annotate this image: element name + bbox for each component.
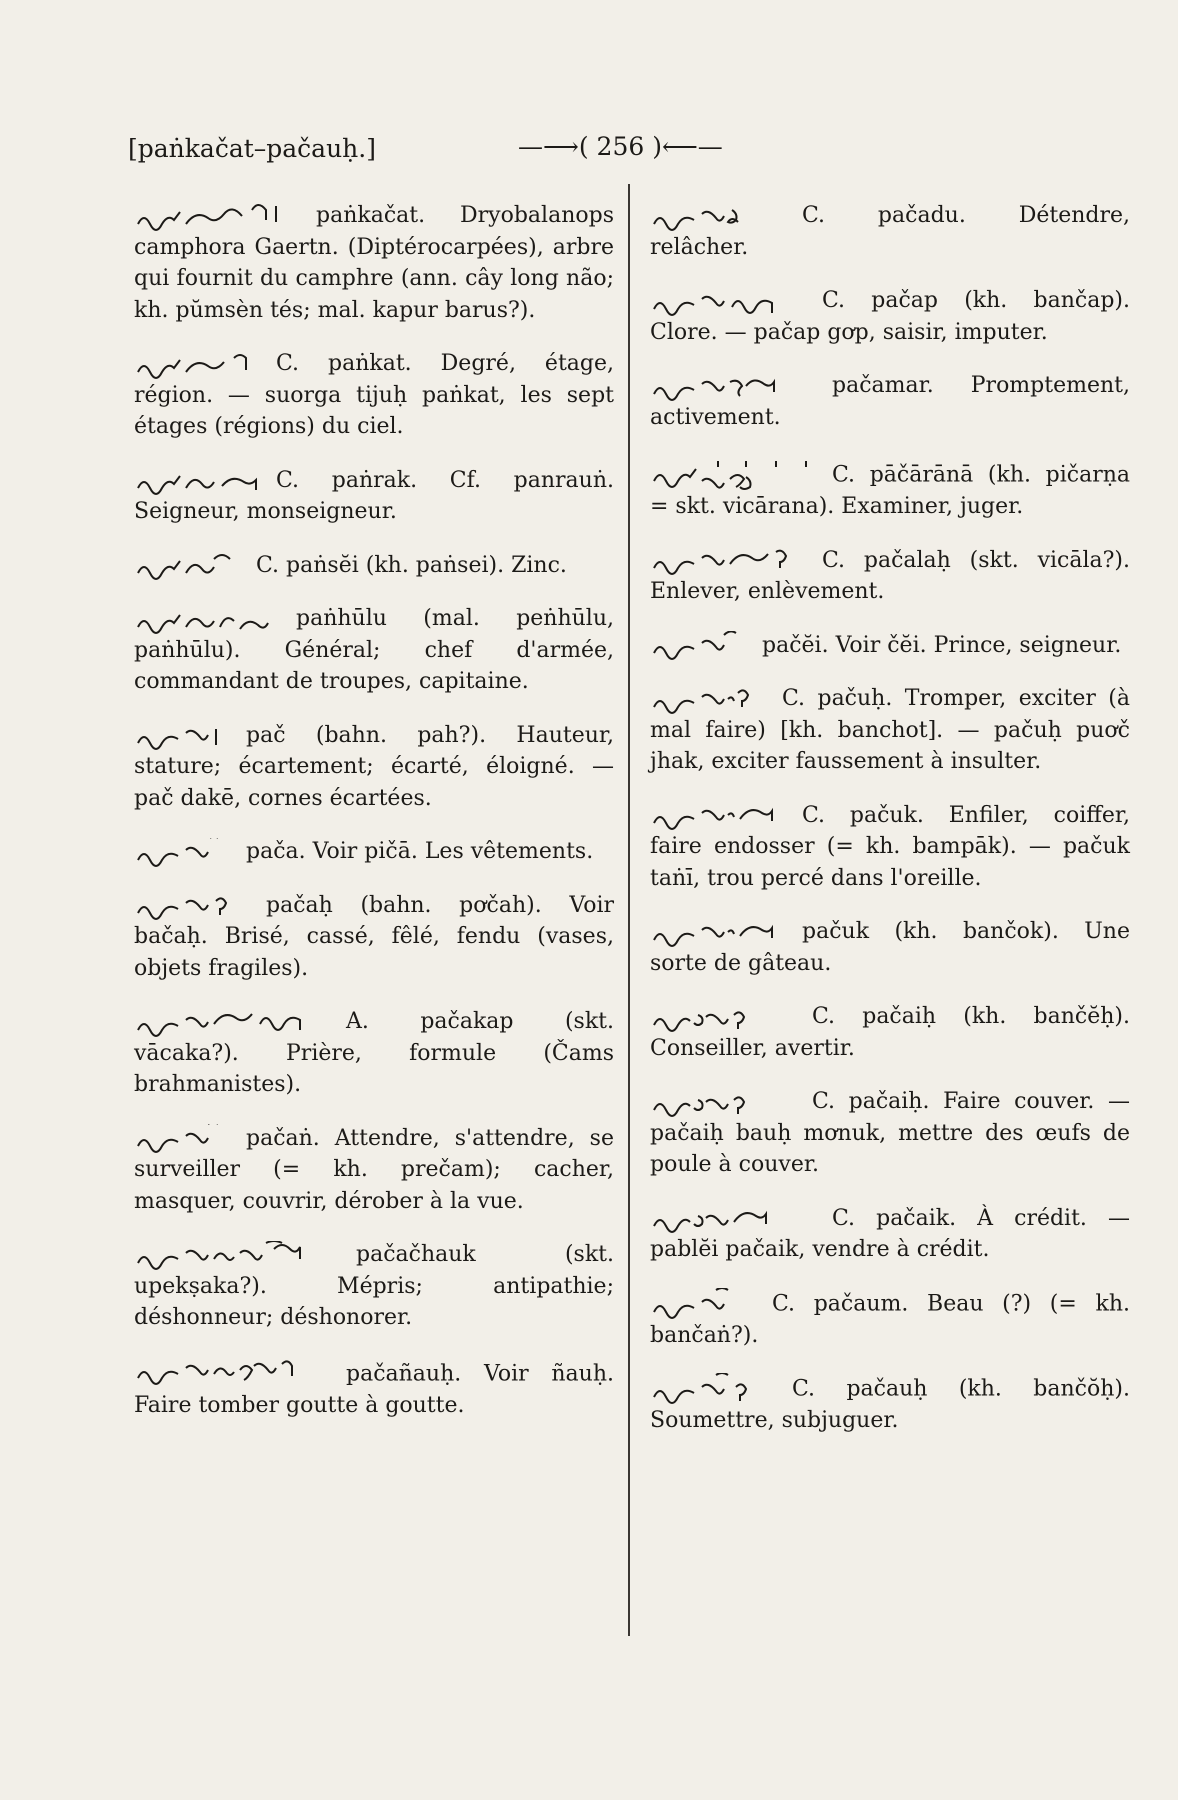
entry-text: C. pāčārānā (kh. pičarṇa = skt. vicārana). Examiner, juger. bbox=[650, 462, 1130, 519]
dictionary-entry bbox=[650, 630, 1130, 662]
dictionary-entry bbox=[650, 200, 1130, 263]
entry-text: pačaḥ (bahn. pơčah). Voir bačaḥ. Brisé, cassé, fêlé, fendu (vases, objets fragiles). bbox=[134, 892, 614, 981]
entry-text: C. pačuk. Enfiler, coiffer, faire endosser (= kh. bampāk). — pačuk taṅī, trou percé dans l'oreille. bbox=[650, 802, 1130, 891]
entry-text: pačačhauk (skt. upekṣaka?). Mépris; antipathie; déshonneur; déshonorer. bbox=[134, 1242, 614, 1330]
dictionary-entry bbox=[134, 1239, 614, 1334]
cham-script-glyph bbox=[134, 468, 264, 496]
entry-text: paṅhūlu (mal. peṅhūlu, paṅhūlu). Général; chef d'armée, commandant de troupes, capitaine. bbox=[134, 606, 614, 694]
header-entry-range: [paṅkačat–pačauḥ.] bbox=[128, 134, 376, 163]
entry-text: A. pačakap (skt. vācaka?). Prière, formule (Čams brahmanistes). bbox=[134, 1009, 614, 1097]
dictionary-entry bbox=[650, 545, 1130, 608]
cham-script-glyph bbox=[134, 1010, 334, 1038]
entry-text: C. pačalaḥ (skt. vicāla?). Enlever, enlèvement. bbox=[650, 547, 1130, 604]
entry-text: paṅkačat. Dryobalanops camphora Gaertn. (Diptérocarpées), arbre qui fournit du camphre (ann. cây long não; kh. pŭmsèn tés; mal. kapur barus?). bbox=[134, 203, 614, 323]
cham-script-glyph bbox=[134, 838, 234, 868]
dictionary-entry bbox=[134, 348, 614, 443]
cham-script-glyph bbox=[650, 1206, 820, 1234]
page-number: —⟶( 256 )⟵— bbox=[518, 132, 723, 161]
cham-script-glyph bbox=[650, 455, 820, 491]
cham-script-glyph bbox=[650, 374, 820, 402]
entry-text: C. pačadu. Détendre, relâcher. bbox=[650, 203, 1130, 260]
cham-script-glyph bbox=[650, 1088, 800, 1118]
dictionary-entry bbox=[134, 1123, 614, 1218]
cham-script-glyph bbox=[650, 803, 790, 831]
cham-script-glyph bbox=[650, 685, 770, 715]
dictionary-entry bbox=[134, 1006, 614, 1101]
dictionary-entry bbox=[650, 683, 1130, 778]
cham-script-glyph bbox=[650, 548, 810, 576]
cham-script-glyph bbox=[650, 631, 750, 661]
cham-script-glyph bbox=[650, 1003, 800, 1033]
cham-script-glyph bbox=[134, 1241, 344, 1271]
cham-script-glyph bbox=[650, 920, 790, 948]
dictionary-entry bbox=[134, 550, 614, 582]
cham-script-glyph bbox=[134, 891, 254, 921]
entry-text: C. paṅkat. Degré, étage, région. — suorga tijuḥ paṅkat, les sept étages (régions) du ciel. bbox=[134, 351, 614, 439]
cham-script-glyph bbox=[134, 352, 264, 380]
entry-text: pačañauḥ. Voir ñauḥ. Faire tomber goutte à goutte. bbox=[134, 1361, 614, 1418]
dictionary-entry bbox=[650, 1288, 1130, 1352]
page-header bbox=[128, 128, 1068, 174]
dictionary-entry bbox=[650, 1086, 1130, 1181]
right-column bbox=[650, 200, 1130, 1459]
entry-text: pačaṅ. Attendre, s'attendre, se surveiller (= kh. prečam); cacher, masquer, couvrir, dérober à la vue. bbox=[134, 1125, 614, 1214]
entry-text: C. pačaum. Beau (?) (= kh. bančaṅ?). bbox=[650, 1291, 1130, 1348]
cham-script-glyph bbox=[650, 1373, 780, 1405]
dictionary-entry bbox=[650, 455, 1130, 523]
entry-text: C. pačaiḥ. Faire couver. — pačaiḥ bauḥ mơnuk, mettre des œufs de poule à couver. bbox=[650, 1089, 1130, 1177]
dictionary-entry bbox=[134, 836, 614, 868]
cham-script-glyph bbox=[650, 289, 810, 317]
entry-text: C. paṅsĕi (kh. paṅsei). Zinc. bbox=[256, 552, 567, 578]
entry-text: pačĕi. Voir čĕi. Prince, seigneur. bbox=[762, 632, 1122, 658]
dictionary-entry bbox=[650, 370, 1130, 433]
dictionary-entry bbox=[650, 285, 1130, 348]
entry-text: pača. Voir pičā. Les vêtements. bbox=[246, 839, 594, 864]
entry-text: C. pačauḥ (kh. bančŏḥ). Soumettre, subjuguer. bbox=[650, 1376, 1130, 1433]
dictionary-entry bbox=[650, 800, 1130, 895]
dictionary-entry bbox=[134, 890, 614, 985]
left-column bbox=[134, 200, 614, 1443]
entry-text: C. pačuḥ. Tromper, exciter (à mal faire) [kh. banchot]. — pačuḥ puơč jhak, exciter faussement à insulter. bbox=[650, 686, 1130, 774]
entry-text: C. pačaiḥ (kh. bančĕḥ). Conseiller, avertir. bbox=[650, 1004, 1130, 1061]
entry-text: C. pačap (kh. bančap). Clore. — pačap gơp, saisir, imputer. bbox=[650, 288, 1130, 345]
cham-script-glyph bbox=[134, 723, 234, 751]
dictionary-entry bbox=[650, 1001, 1130, 1064]
entry-text: pačuk (kh. bančok). Une sorte de gâteau. bbox=[650, 919, 1130, 976]
cham-script-glyph bbox=[134, 1124, 234, 1154]
dictionary-entry bbox=[134, 1356, 614, 1422]
entry-text: C. paṅrak. Cf. panrauṅ. Seigneur, monseigneur. bbox=[134, 467, 614, 524]
dictionary-entry bbox=[650, 916, 1130, 979]
cham-script-glyph bbox=[134, 1356, 334, 1390]
dictionary-entry bbox=[650, 1203, 1130, 1266]
dictionary-entry bbox=[134, 720, 614, 815]
cham-script-glyph bbox=[134, 551, 244, 581]
cham-script-glyph bbox=[650, 204, 790, 232]
entry-text: pač (bahn. pah?). Hauteur, stature; écartement; écarté, éloigné. — pač dakē, cornes écartées. bbox=[134, 722, 614, 811]
column-divider bbox=[628, 184, 630, 1636]
entry-text: pačamar. Promptement, activement. bbox=[650, 373, 1130, 430]
dictionary-entry bbox=[134, 465, 614, 528]
dictionary-entry bbox=[134, 200, 614, 326]
dictionary-entry bbox=[134, 603, 614, 698]
cham-script-glyph bbox=[134, 605, 284, 635]
cham-script-glyph bbox=[650, 1288, 760, 1320]
cham-script-glyph bbox=[134, 204, 304, 232]
dictionary-entry bbox=[650, 1373, 1130, 1437]
entry-text: C. pačaik. À crédit. — pablĕi pačaik, vendre à crédit. bbox=[650, 1205, 1130, 1262]
